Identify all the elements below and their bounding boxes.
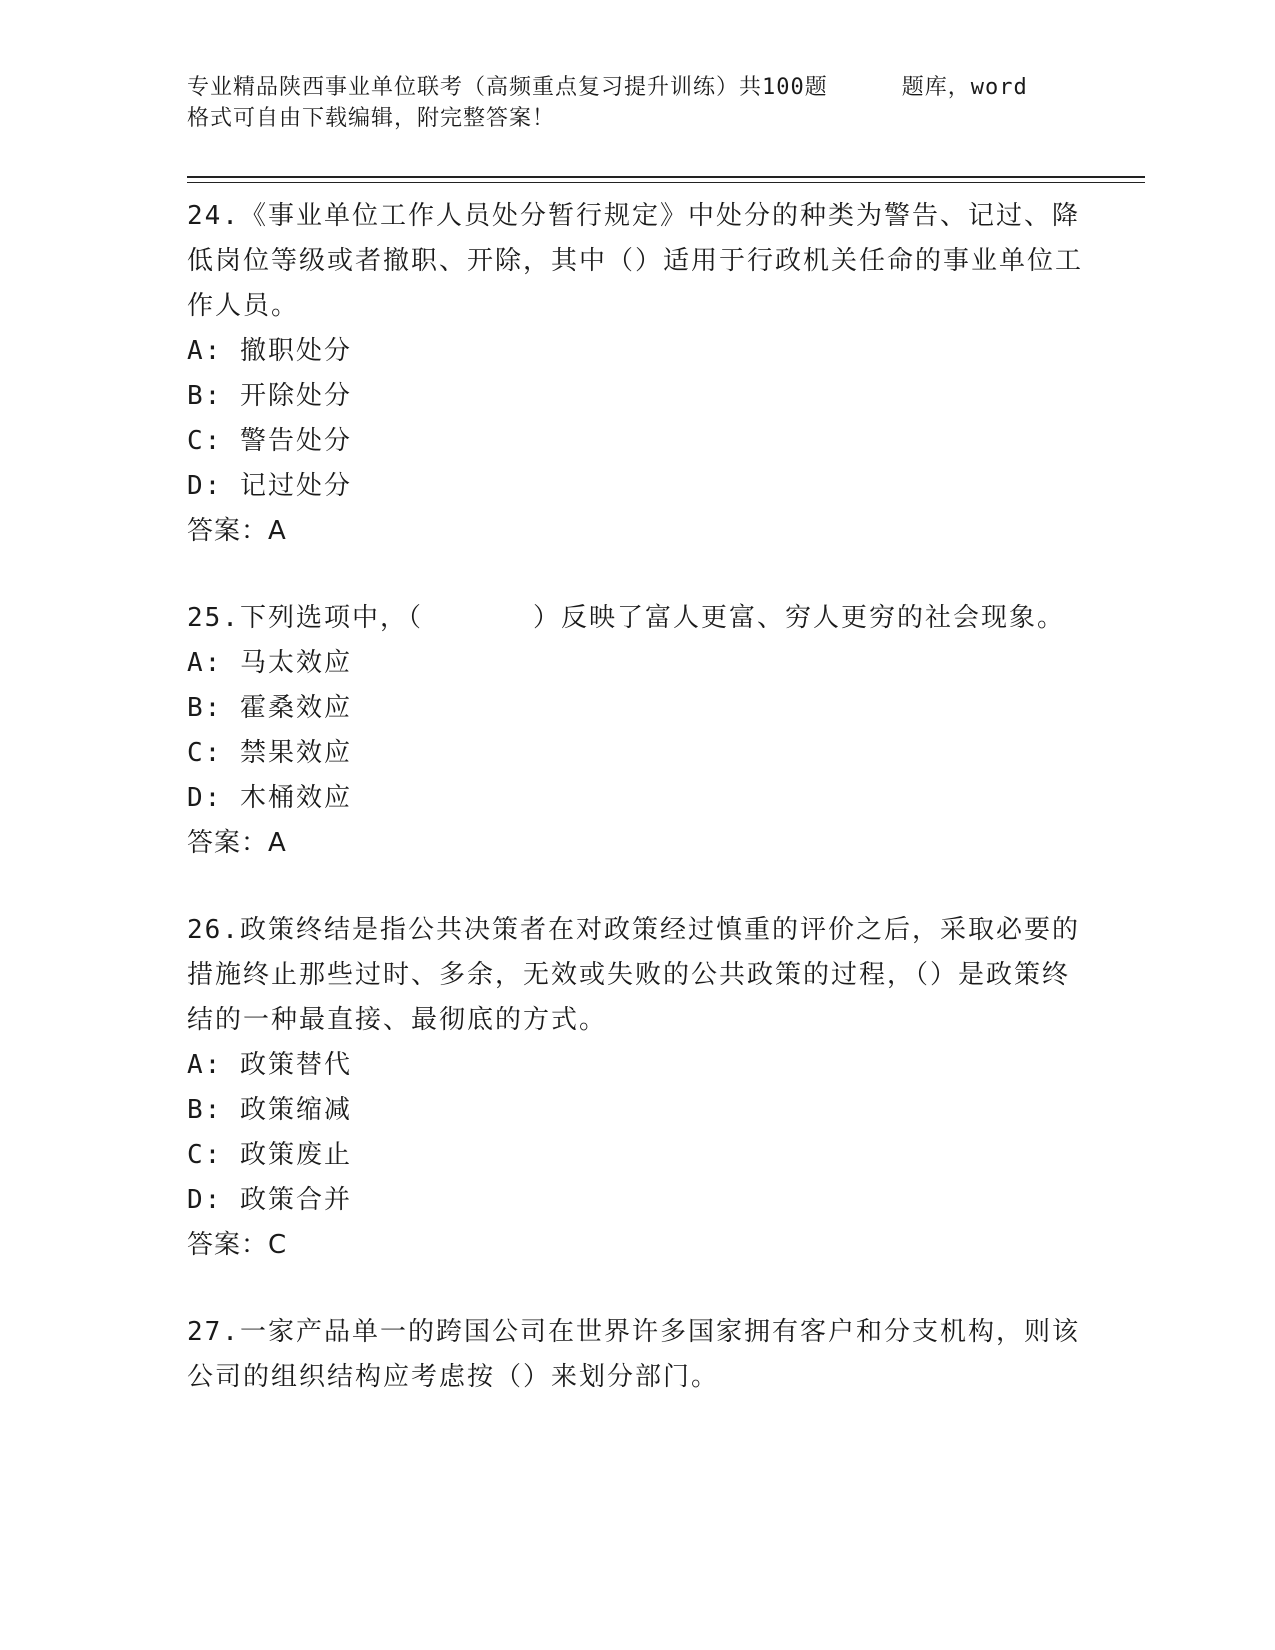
option-b: B: 霍桑效应: [187, 693, 352, 723]
answer: 答案：A: [187, 516, 287, 546]
question-stem: [187, 596, 1087, 641]
question-stem: 24.《事业单位工作人员处分暂行规定》中处分的种类为警告、记过、降低岗位等级或者撤职、开除，其中（）适用于行政机关任命的事业单位工作人员。: [187, 201, 1084, 321]
option-b: B: 政策缩减: [187, 1095, 352, 1125]
option-d: D: 记过处分: [187, 471, 352, 501]
question-list: [187, 188, 1087, 1400]
answer: 答案：C: [187, 1230, 288, 1260]
question-25: [187, 596, 1087, 866]
header-line-2: 格式可自由下载编辑，附完整答案！: [187, 106, 556, 131]
header-subtitle: 题库，word: [901, 75, 1028, 100]
option-c: C: 警告处分: [187, 426, 352, 456]
question-stem: 27.一家产品单一的跨国公司在世界许多国家拥有客户和分支机构，则该公司的组织结构应考虑按（）来划分部门。: [187, 1317, 1080, 1392]
option-d: D: 政策合并: [187, 1185, 352, 1215]
option-a: A: 撤职处分: [187, 336, 352, 366]
question-26: [187, 908, 1087, 1268]
header-line-1: [187, 72, 1087, 103]
option-c: C: 政策废止: [187, 1140, 352, 1170]
header-title: 专业精品陕西事业单位联考（高频重点复习提升训练）共100题: [187, 75, 828, 100]
header-divider-thin: [187, 182, 1145, 183]
answer: 答案：A: [187, 828, 287, 858]
header-divider-thick: [187, 176, 1145, 178]
document-header: [187, 72, 1087, 134]
option-b: B: 开除处分: [187, 381, 352, 411]
option-a: A: 政策替代: [187, 1050, 352, 1080]
question-27: [187, 1310, 1087, 1400]
option-d: D: 木桶效应: [187, 783, 352, 813]
option-a: A: 马太效应: [187, 648, 352, 678]
question-24: [187, 194, 1087, 554]
stem-part-2: ）反映了富人更富、穷人更穷的社会现象。: [532, 603, 1065, 633]
stem-part-1: 25.下列选项中，（: [187, 603, 423, 633]
question-stem: 26.政策终结是指公共决策者在对政策经过慎重的评价之后，采取必要的措施终止那些过时、多余，无效或失败的公共政策的过程，（）是政策终结的一种最直接、最彻底的方式。: [187, 915, 1080, 1035]
option-c: C: 禁果效应: [187, 738, 352, 768]
